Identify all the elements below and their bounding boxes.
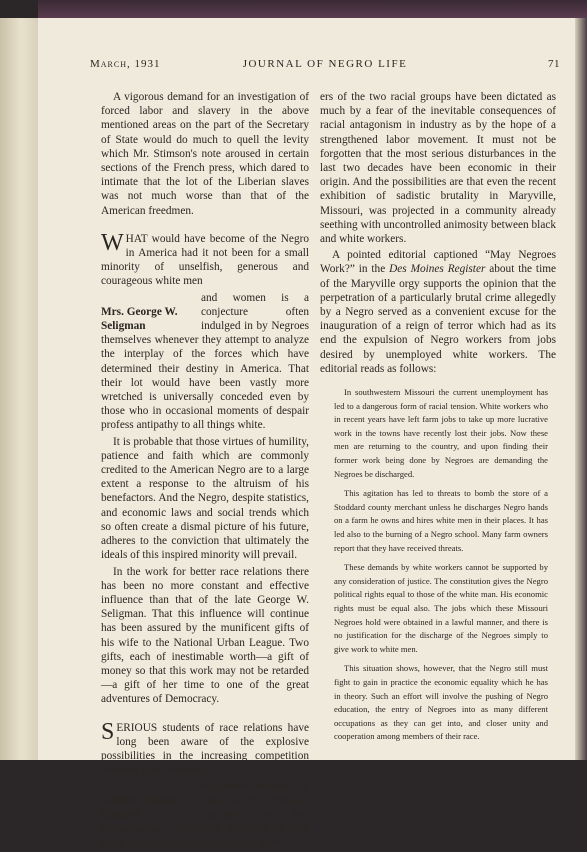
paragraph: and white workers for jobs. And the efforts on the part of not a few far-seeing and intelligent members of both races for closer union between the work- — [101, 780, 309, 850]
journal-page — [38, 18, 575, 850]
text-run: about the time of the Maryville orgy supports the opinion that the perpetration of a particularly brutal crime allegedly by a Negro served as a convenient excuse for the inauguration of a reign of terror which had as its end the expulsion of Negro workers from jobs desired by unemployed white workers. The editorial reads as follows: — [320, 263, 557, 375]
paragraph: ers of the two racial groups have been dictated as much by a fear of the inevitable consequences of racial antagonism in industry as by the hope of a strengthened labor movement. It must not be forgotten that the most serious disturbances in the last two decades have been economic in their origin. And the possibilities are that even the recent exhibition of sadistic brutality in Maryville, Missouri, was projected in a community already seething with uncontrolled animosity between black and white workers. — [320, 91, 556, 246]
side-heading-racial-conflict: Causes of Racial Conflict — [101, 794, 181, 821]
section-lead-text: ERIOUS students of race relations have long been aware of the explosive possibilities in the increasing competition between black workers — [101, 721, 309, 777]
paragraph: In the work for better race relations there has been no more constant and effective influence than that of the late George W. Seligman. That this influence will continue has been assured by the munificent gifts of his wife to the National Urban League. Two gifts, each of inestimable worth—a gift of money so that this work may not be retarded—a gift of her time to one of the great adventures of Democracy. — [101, 565, 309, 706]
drop-cap: S — [101, 718, 115, 745]
quote-paragraph: In southwestern Missouri the current unemployment has led to a dangerous form of racial tension. White workers who in recent years have left farm jobs to take up more lucrative work in the towns have recently lost their jobs. Now these men are returning to the country, and upon finding their former work being done by Negroes are demanding the Negroes be discharged. — [334, 387, 548, 479]
left-column — [101, 90, 309, 852]
section-racial-conflict-intro — [101, 718, 309, 778]
newspaper-name: Des Moines Register — [389, 263, 486, 276]
paragraph-editorial-intro — [320, 248, 556, 376]
paragraph: A vigorous demand for an investigation of forced labor and slavery in the above mentioned areas on the part of the Secretary of State would do much to quell the levity which Mr. Stimson's note aroused in certain sections of the French press, which dared to intimate that the lot of the Liberian slaves was not much worse than that of the American freedmen. — [101, 91, 309, 217]
editorial-quote — [334, 386, 548, 744]
side-heading-seligman: Mrs. George W. Seligman — [101, 305, 178, 332]
quote-paragraph: These demands by white workers cannot be supported by any consideration of justice. The constitution gives the Negro political rights equal to those of the white man. His economic rights must be equal also. The jobs which these Missouri Negroes hold were obtained in a lawful manner, and there is no justification for the discharge of the Negroes simply to give work to white men. — [334, 562, 548, 654]
page-number: 71 — [548, 58, 560, 70]
quote-paragraph: This situation shows, however, that the Negro still must fight to gain in practice the economic equality which he has in theory. Such an effort will involve the pushing of Negro education, the entry of Negroes into as many different occupations as they can get into, and closer unity and cooperation among members of their race. — [334, 663, 548, 742]
journal-title: JOURNAL OF NEGRO LIFE — [242, 58, 408, 70]
section-seligman-intro — [101, 229, 309, 289]
issue-date: March, 1931 — [90, 58, 161, 70]
book-binding-top — [38, 0, 587, 18]
section-lead-text: HAT would have become of the Negro in America had it not been for a small minority of unselfish, generous and courageous white men — [101, 232, 309, 288]
drop-cap: W — [101, 229, 124, 256]
text-run: A pointed editorial captioned “May Negroes Work?” in the — [320, 249, 556, 276]
paragraph: It is probable that those virtues of humility, patience and faith which are commonly credited to the American Negro are to a large extent a response to the altruism of his benefactors. And the Negro, despite statistics, and economic laws and social trends which so often create a dismal picture of his future, adheres to the conviction that ultimately the ideals of this inspired minority will prevail. — [101, 435, 309, 562]
book-binding-left — [0, 18, 39, 760]
quote-paragraph: This agitation has led to threats to bomb the store of a Stoddard county merchant unless he discharges Negro hands on a farm he owns and hires white men in their places. It has led also to the burning of a Negro school. Many farm owners report that they have received threats. — [334, 488, 548, 553]
paragraph: and women is a conjecture often indulged in by Negroes themselves whenever they attempt to analyze the interplay of the forces which have determined their destiny in America. That their lot would have been vastly more wretched is universally conceded even by those who in occasional moments of despair profess antipathy to all things white. — [101, 291, 309, 432]
page-edge — [575, 18, 587, 760]
right-column — [320, 90, 556, 750]
